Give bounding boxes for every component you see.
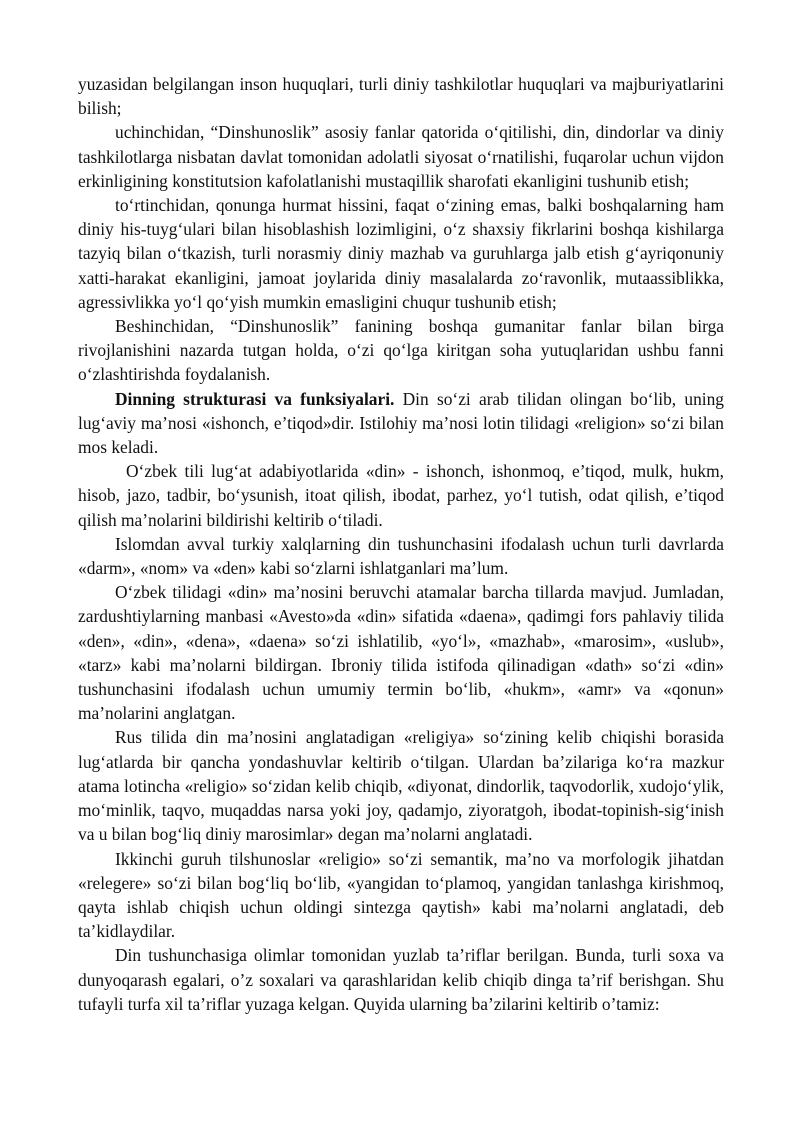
- paragraph-text: uchinchidan, “Dinshunoslik” asosiy fanlar qatorida o‘qitilishi, din, dindorlar va diniy tashkilotlarga nisbatan davlat tomonidan adolatli siyosat o‘rnatilishi, fuqarolar uchun vijdon erkinligining konstitutsion kafolatlanishi mustaqillik sharofati ekanligini tushunib etish;: [78, 122, 724, 191]
- paragraph-text: Rus tilida din ma’nosini anglatadigan «religiya» so‘zining kelib chiqishi borasida lug‘atlarda bir qancha yondashuvlar keltirib o‘tilgan. Ulardan ba’zilariga ko‘ra mazkur atama lotincha «religio» so‘zidan kelib chiqib, «diyonat, dindorlik, taqvodorlik, xudojo‘ylik, mo‘minlik, taqvo, muqaddas narsa yoki joy, qadamjo, ziyoratgoh, ibodat-topinish-sig‘inish va u bilan bog‘liq diniy marosimlar» degan ma’nolarni anglatadi.: [78, 727, 724, 845]
- paragraph-section-intro: [78, 387, 724, 460]
- paragraph-text: O‘zbek tili lug‘at adabiyotlarida «din» - ishonch, ishonmoq, e’tiqod, mulk, hukm, hisob, jazo, tadbir, bo‘ysunish, itoat qilish, ibodat, parhez, yo‘l tutish, odat qilish, e’tiqod qilish ma’nolarini bildirishi keltirib o‘tiladi.: [78, 461, 724, 530]
- paragraph-turkic-terms: [78, 532, 724, 580]
- paragraph-text: Din so‘zi arab tilidan olingan bo‘lib, uning lug‘aviy ma’nosi «ishonch, e’tiqod»dir. Istilohiy ma’nosi lotin tilidagi «religion» so‘zi bilan mos keladi.: [78, 388, 724, 458]
- paragraph-definitions: [78, 943, 724, 1016]
- paragraph-text: Beshinchidan, “Dinshunoslik” fanining boshqa gumanitar fanlar bilan birga rivojlanishini nazarda tutgan holda, o‘zi qo‘lga kiritgan soha yutuqlaridan ushbu fanni o‘zlashtirishda foydalanish.: [78, 316, 724, 385]
- paragraph-uzbek-dictionaries: [78, 459, 724, 532]
- paragraph-text: Islomdan avval turkiy xalqlarning din tushunchasini ifodalash uchun turli davrlarda «darm», «nom» va «den» kabi so‘zlarni ishlatganlari ma’lum.: [78, 533, 724, 579]
- paragraph-russian-religiya: [78, 725, 724, 846]
- paragraph-text: yuzasidan belgilangan inson huquqlari, turli diniy tashkilotlar huquqlari va majburiyatlarini bilish;: [78, 74, 724, 119]
- document-page: [78, 72, 724, 1016]
- paragraph-text: O‘zbek tilidagi «din» ma’nosini beruvchi atamalar barcha tillarda mavjud. Jumladan, zardushtiylarning manbasi «Avesto»da «din» sifatida «daena», qadimgi fors pahlaviy tilida «den», «din», «dena», «daena» so‘zi ishlatilib, «yo‘l», «mazhab», «marosim», «uslub», «tarz» kabi ma’nolarni bildirgan. Ibroniy tilida istifoda qilinadigan «dath» so‘zi «din» tushunchasini ifodalash uchun umumiy termin bo‘lib, «hukm», «amr» va «qonun» ma’nolarini anglatgan.: [78, 582, 724, 724]
- paragraph-second-group: [78, 847, 724, 944]
- section-heading: Dinning strukturasi va funksiyalari.: [115, 388, 395, 409]
- paragraph-text: to‘rtinchidan, qonunga hurmat hissini, faqat o‘zining emas, balki boshqalarning ham diniy his-tuyg‘ulari bilan hisoblashish lozimligini, o‘z shaxsiy fikrlarini boshqa kishilarga tazyiq bilan o‘tkazish, turli norasmiy diniy mazhab va guruhlarga jalb etish g‘ayriqonuniy xatti-harakat ekanligini, jamoat joylarida diniy masalalarda zo‘ravonlik, mutaassiblikka, agressivlikka yo‘l qo‘yish mumkin emasligini chuqur tushunib etish;: [78, 195, 724, 312]
- paragraph-third-point: [78, 120, 724, 193]
- paragraph-text: Ikkinchi guruh tilshunoslar «religio» so‘zi semantik, ma’no va morfologik jihatdan «relegere» so‘zi bilan bog‘liq bo‘lib, «yangidan to‘plamoq, yangidan tanlashga kirishmoq, qayta ishlab chiqish uchun oldingi sintezga qaytish» kabi ma’nolarni anglatadi, deb ta’kidlaydilar.: [78, 848, 724, 942]
- paragraph-fourth-point: [78, 193, 724, 314]
- paragraph-text: Din tushunchasiga olimlar tomonidan yuzlab ta’riflar berilgan. Bunda, turli soxa va dunyoqarash egalari, o’z soxalari va qarashlaridan kelib chiqib dinga ta’rif berishgan. Shu tufayli turfa xil ta’riflar yuzaga kelgan. Quyida ularning ba’zilarini keltirib o’tamiz:: [78, 945, 724, 1014]
- paragraph-fifth-point: [78, 314, 724, 387]
- paragraph-rights-continuation: [78, 72, 724, 120]
- paragraph-other-languages: [78, 580, 724, 725]
